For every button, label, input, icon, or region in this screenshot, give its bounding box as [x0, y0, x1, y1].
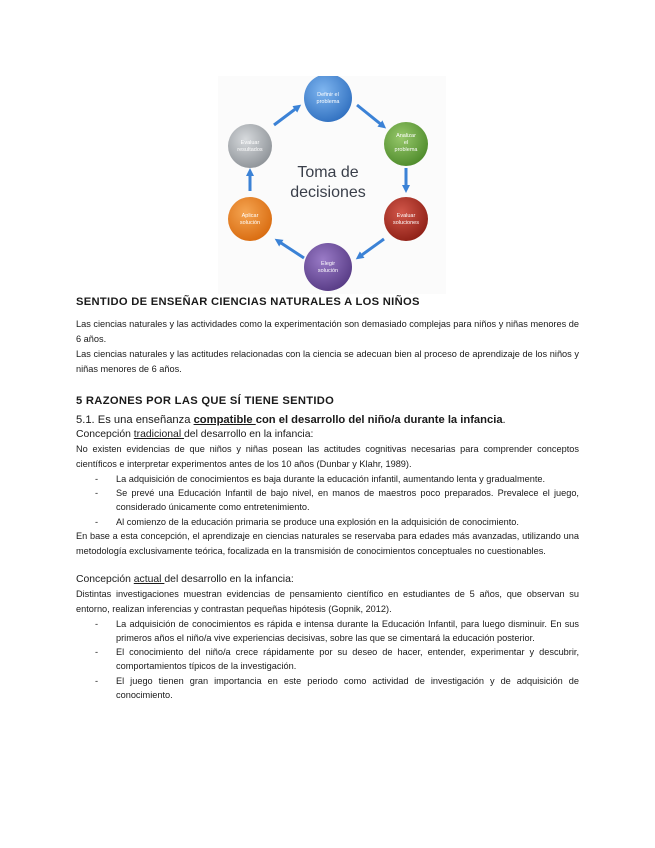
bullet-list — [76, 472, 579, 529]
list-item: - La adquisición de conocimientos es rápida e intensa durante la Educación Infantil, para luego disminuir. En sus primeros años el niño/a vive experiencias decisivas, sobre las que se cimentará la educación posterior. — [76, 617, 579, 645]
node-label: resultados — [237, 147, 263, 153]
document-body — [76, 296, 579, 702]
list-item: - El conocimiento del niño/a crece rápidamente por su deseo de hacer, entender, experimentar y descubrir, comportamientos típicos de la investigación. — [76, 645, 579, 673]
node-label: problema — [316, 99, 340, 105]
node-choose-solution — [304, 243, 352, 291]
node-label: el — [403, 140, 409, 146]
paragraph: Las ciencias naturales y las actividades como la experimentación son demasiado complejas para niños y niñas menores de 6 años. — [76, 319, 579, 344]
concept-prefix: Concepción — [76, 573, 134, 585]
concept-label — [76, 573, 579, 587]
node-label: Evaluar — [240, 140, 260, 146]
node-label: Analizar — [396, 133, 416, 139]
subsection-bold: con el desarrollo del niño/a durante la infancia — [255, 414, 503, 426]
section-heading: 5 RAZONES POR LAS QUE SÍ TIENE SENTIDO — [76, 395, 335, 407]
list-item: - Al comienzo de la educación primaria se produce una explosión en la adquisición de conocimiento. — [76, 515, 579, 529]
subsection-title — [76, 412, 579, 428]
subsection-end: . — [502, 414, 506, 426]
diagram-center-title: decisiones — [290, 184, 366, 201]
cycle-diagram — [218, 76, 446, 294]
node-evaluate-solutions — [384, 197, 428, 241]
node-label: solución — [317, 268, 339, 274]
list-item: - El juego tienen gran importancia en este periodo como actividad de investigación y de adquisición de conocimiento. — [76, 674, 579, 702]
node-label: Definir el — [317, 92, 339, 98]
concept-underlined: actual — [133, 573, 165, 585]
concept-label — [76, 428, 579, 442]
list-item: - Se prevé una Educación Infantil de bajo nivel, en manos de maestros poco preparados. Prevalece el juego, considerado únicamente como entretenimiento. — [76, 486, 579, 514]
node-analyze-problem — [384, 122, 428, 166]
subsection-prefix: 5.1. Es una enseñanza — [76, 414, 194, 426]
node-label: Evaluar — [396, 213, 416, 219]
paragraph: No existen evidencias de que niños y niñas posean las actitudes cognitivas necesarias para comprender conceptos científicos e interpretar experimentos antes de los 10 años (Dunbar y Klahr, 1989). — [76, 444, 579, 469]
list-item: - La adquisición de conocimientos es baja durante la educación infantil, aumentando lenta y gradualmente. — [76, 472, 579, 486]
node-apply-solution — [228, 197, 272, 241]
paragraph: Las ciencias naturales y las actitudes relacionadas con la ciencia se adecuan bien al proceso de aprendizaje de los niños y niñas menores de 6 años. — [76, 349, 579, 374]
bullet-list — [76, 617, 579, 702]
diagram-center-title: Toma de — [297, 164, 359, 181]
node-define-problem — [304, 76, 352, 122]
section-heading: SENTIDO DE ENSEÑAR CIENCIAS NATURALES A LOS NIÑOS — [76, 296, 420, 308]
node-label: soluciones — [393, 220, 419, 226]
decision-making-diagram — [218, 76, 446, 294]
paragraph: Distintas investigaciones muestran evidencias de pensamiento científico en estudiantes de 5 años, que observan su entorno, realizan inferencias y contrastan pequeñas hipótesis (Gopnik, 2012). — [76, 588, 579, 614]
node-label: Elegir — [320, 261, 336, 267]
concept-prefix: Concepción — [76, 429, 134, 440]
node-label: problema — [394, 147, 418, 153]
concept-suffix: del desarrollo en la infancia: — [184, 429, 314, 440]
node-label: solución — [239, 220, 261, 226]
concept-underlined: tradicional — [133, 429, 185, 440]
paragraph: En base a esta concepción, el aprendizaje en ciencias naturales se reservaba para edades más avanzadas, utilizando una metodología exclusivamente teórica, focalizada en la transmisión de conocimientos conceptuales no cuestionables. — [76, 530, 579, 556]
node-evaluate-results — [228, 124, 272, 168]
node-label: Aplicar — [241, 213, 259, 219]
concept-suffix: del desarrollo en la infancia: — [164, 573, 294, 585]
subsection-underlined: compatible — [193, 414, 256, 426]
